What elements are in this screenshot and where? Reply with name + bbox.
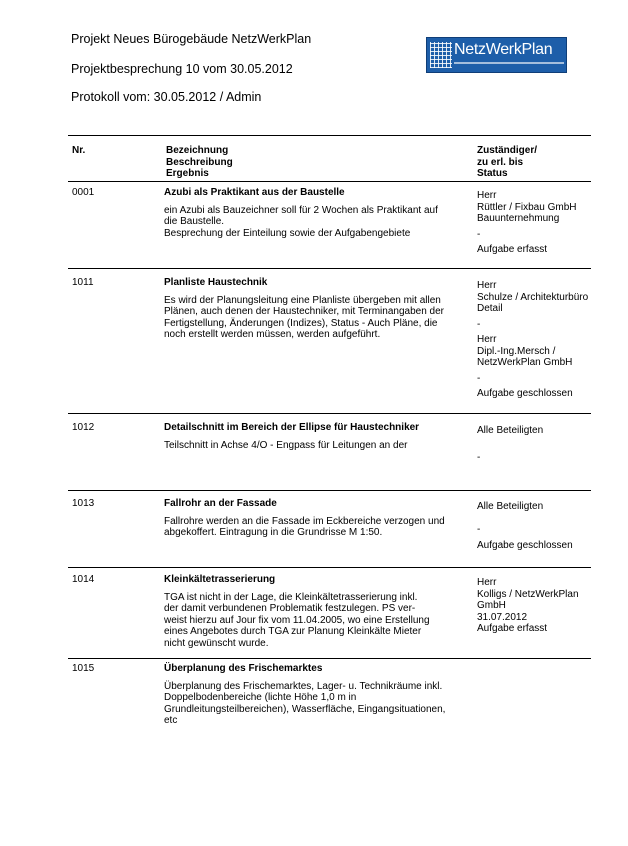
table-top-rule [68, 135, 591, 136]
row-responsible [477, 190, 595, 256]
logo-tagline-bar [454, 62, 564, 64]
desc-line: nicht gewünscht wurde. [164, 637, 269, 649]
row-divider [68, 413, 591, 414]
row-title: Detailschnitt im Bereich der Ellipse für Haustechniker [164, 422, 420, 433]
row-number: 1011 [72, 277, 94, 288]
row-title: Planliste Haustechnik [164, 277, 268, 288]
resp-line: Dipl.-Ing.Mersch / [477, 345, 556, 357]
desc-line: Doppelbodenbereiche (lichte Höhe 1,0 m in [164, 692, 357, 703]
resp-line: Alle Beteiligten [477, 425, 544, 436]
desc-line: Grundleitungsteilbereichen), Wasserfläche, Eingangsituationen, [164, 703, 446, 715]
resp-line: Schulze / Architekturbüro [477, 291, 589, 303]
desc-line: Besprechung der Einteilung sowie der Aufgabengebiete [164, 227, 411, 239]
resp-line: Rüttler / Fixbau GmbH [477, 201, 577, 213]
desc-line: Es wird der Planungsleitung eine Planliste übergeben mit allen [164, 294, 441, 306]
desc-line: Überplanung des Frischemarktes, Lager- u. Technikräume inkl. [164, 680, 443, 692]
row-description [164, 498, 474, 539]
logo-grid-icon [430, 42, 452, 68]
status-text: Aufgabe erfasst [477, 244, 548, 255]
row-description [164, 187, 474, 239]
resp-line: Detail [477, 303, 503, 314]
resp-line: Herr [477, 190, 497, 201]
row-number: 1013 [72, 498, 95, 509]
column-header-nr: Nr. [72, 145, 86, 156]
column-header-line: Bezeichnung [166, 145, 229, 156]
desc-line: weist hierzu auf Jour fix vom 11.04.2005, wo eine Erstellung [164, 614, 430, 626]
resp-line: Herr [477, 334, 497, 345]
resp-line: - [477, 372, 481, 384]
resp-line: Kolligs / NetzWerkPlan [477, 588, 579, 600]
desc-line: Fertigstellung, Änderungen (Indizes), Status - Auch Pläne, die [164, 317, 438, 329]
logo-text: NetzWerkPlan [454, 41, 553, 58]
resp-line: Bauunternehmung [477, 213, 560, 224]
row-divider [68, 567, 591, 568]
column-header-zustaendiger [477, 145, 537, 180]
row-description [164, 574, 474, 649]
desc-line: der damit verbundenen Problematik festzulegen. PS ver- [164, 603, 416, 614]
desc-line: Teilschnitt in Achse 4/O - Engpass für Leitungen an der [164, 439, 408, 451]
desc-line: etc [164, 715, 178, 726]
row-responsible [477, 501, 595, 551]
column-header-line: zu erl. bis [477, 156, 524, 168]
row-number: 1014 [72, 574, 95, 585]
row-responsible [477, 577, 595, 635]
resp-line: Herr [477, 577, 497, 588]
resp-line [477, 437, 595, 449]
row-divider [68, 268, 591, 269]
row-responsible [477, 425, 595, 464]
status-text: Aufgabe erfasst [477, 623, 548, 634]
resp-line: - [477, 318, 481, 330]
project-title: Projekt Neues Bürogebäude NetzWerkPlan [71, 32, 312, 46]
row-divider [68, 490, 591, 491]
resp-line: Herr [477, 280, 497, 291]
due-date: 31.07.2012 [477, 611, 528, 623]
desc-line: abgekoffert. Eintragung in die Grundrisse M 1:50. [164, 527, 383, 538]
protocol-info: Protokoll vom: 30.05.2012 / Admin [71, 90, 262, 104]
desc-line: TGA ist nicht in der Lage, die Kleinkältetrasserierung inkl. [164, 591, 418, 603]
row-title: Kleinkältetrasserierung [164, 574, 276, 585]
column-header-line: Status [477, 168, 508, 179]
resp-line: GmbH [477, 600, 506, 611]
row-title: Fallrohr an der Fassade [164, 498, 277, 509]
row-number: 0001 [72, 187, 95, 198]
row-title: Azubi als Praktikant aus der Baustelle [164, 187, 345, 198]
status-text: Aufgabe geschlossen [477, 539, 573, 551]
resp-line: Alle Beteiligten [477, 501, 544, 512]
resp-line: NetzWerkPlan GmbH [477, 357, 573, 368]
resp-line: - [477, 524, 481, 535]
desc-line: die Baustelle. [164, 216, 225, 227]
resp-line [477, 513, 595, 525]
row-description [164, 422, 474, 451]
column-header-line: Ergebnis [166, 168, 209, 179]
row-divider [68, 658, 591, 659]
resp-line: - [477, 228, 481, 240]
column-header-line: Zuständiger/ [477, 145, 538, 156]
column-header-bezeichnung [166, 145, 233, 180]
desc-line: noch erstellt werden müssen, werden aufgeführt. [164, 329, 381, 340]
company-logo [426, 37, 567, 73]
column-header-line: Beschreibung [166, 156, 233, 168]
row-number: 1012 [72, 422, 95, 433]
row-title: Überplanung des Frischemarktes [164, 663, 323, 674]
desc-line: Fallrohre werden an die Fassade im Eckbereiche verzogen und [164, 515, 445, 527]
desc-line: eines Angebotes durch TGA zur Planung Kleinkälte Mieter [164, 626, 422, 637]
row-description [164, 277, 474, 341]
row-description [164, 663, 474, 727]
status-text: Aufgabe geschlossen [477, 388, 573, 399]
row-responsible [477, 280, 595, 400]
desc-line: ein Azubi als Bauzeichner soll für 2 Wochen als Praktikant auf [164, 204, 438, 216]
row-number: 1015 [72, 663, 95, 674]
header-bottom-rule [68, 181, 591, 182]
resp-line: - [477, 452, 481, 463]
desc-line: Plänen, auch denen der Haustechniker, mit Terminangaben der [164, 306, 444, 317]
meeting-title: Projektbesprechung 10 vom 30.05.2012 [71, 62, 293, 76]
